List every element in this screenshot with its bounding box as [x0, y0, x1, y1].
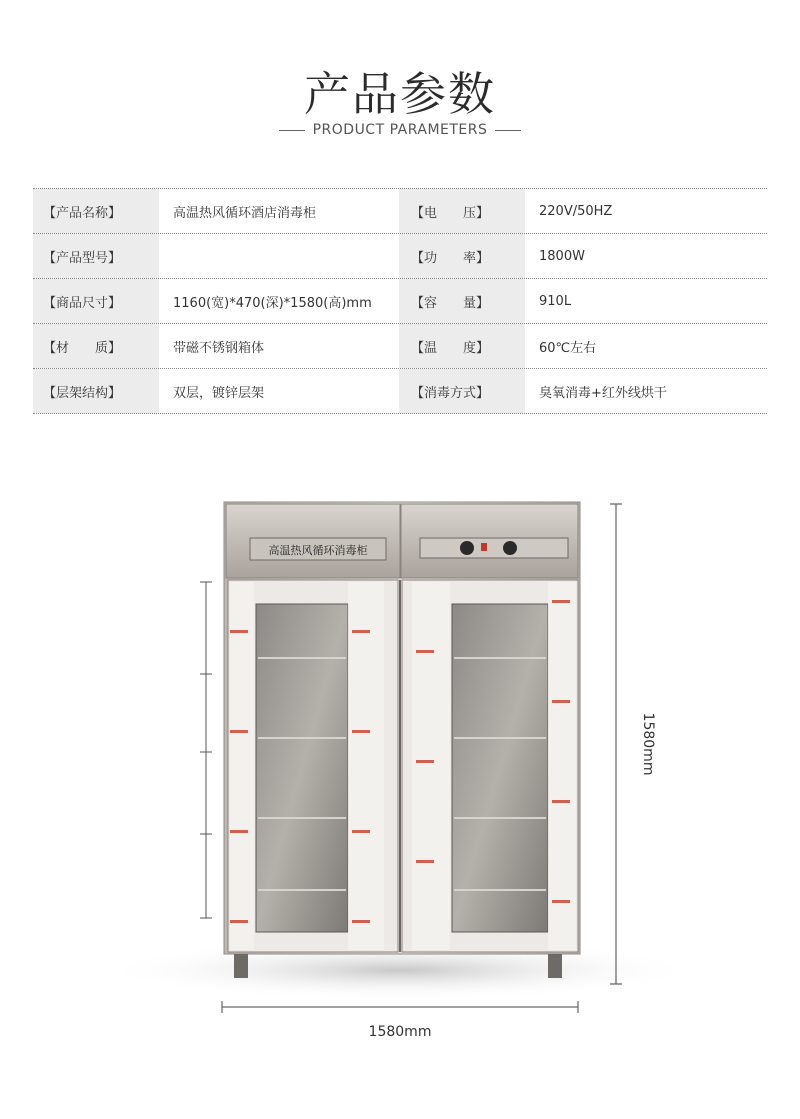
param-value — [159, 234, 399, 278]
param-label: 【功 率】 — [399, 234, 525, 278]
param-row — [33, 279, 767, 324]
param-value: 双层，镀锌层架 — [173, 385, 265, 401]
timer-knob[interactable] — [503, 541, 517, 555]
param-value: 220V/50HZ — [539, 203, 613, 219]
right-door-window — [452, 604, 548, 932]
param-row — [33, 189, 767, 234]
param-value: 高温热风循环酒店消毒柜 — [173, 205, 317, 221]
power-indicator — [481, 543, 487, 551]
panel-label: 高温热风循环消毒柜 — [268, 544, 368, 557]
height-label: 1580mm — [640, 712, 656, 776]
param-label: 【温 度】 — [399, 324, 525, 368]
subtitle-line-right — [495, 130, 521, 131]
param-value: 1160(宽)*470(深)*1580(高)mm — [173, 295, 372, 311]
param-row — [33, 234, 767, 279]
param-label: 【层架结构】 — [33, 369, 159, 413]
param-value: 910L — [539, 293, 572, 309]
left-leg — [234, 954, 248, 978]
param-row — [33, 369, 767, 414]
param-label: 【消毒方式】 — [399, 369, 525, 413]
param-value: 1800W — [539, 248, 585, 264]
param-row — [33, 324, 767, 369]
shelf-indicator — [200, 582, 212, 918]
param-label: 【电 压】 — [399, 189, 525, 233]
width-dimension — [222, 1001, 578, 1013]
subtitle-row — [0, 122, 800, 138]
product-illustration — [0, 480, 800, 1060]
param-label: 【产品型号】 — [33, 234, 159, 278]
page-subtitle: PRODUCT PARAMETERS — [312, 122, 488, 138]
param-value: 带磁不锈钢箱体 — [173, 340, 265, 356]
param-label: 【商品尺寸】 — [33, 279, 159, 323]
param-label: 【材 质】 — [33, 324, 159, 368]
param-value: 60℃左右 — [539, 340, 597, 356]
right-leg — [548, 954, 562, 978]
height-dimension — [610, 504, 622, 984]
page-title: 产品参数 — [304, 67, 496, 121]
param-label: 【容 量】 — [399, 279, 525, 323]
parameter-table — [33, 188, 767, 414]
subtitle-line-left — [279, 130, 305, 131]
param-label: 【产品名称】 — [33, 189, 159, 233]
width-label: 1580mm — [368, 1024, 432, 1040]
temperature-knob[interactable] — [460, 541, 474, 555]
param-value: 臭氧消毒+红外线烘干 — [539, 385, 667, 401]
control-strip — [420, 538, 568, 558]
left-door-window — [256, 604, 348, 932]
